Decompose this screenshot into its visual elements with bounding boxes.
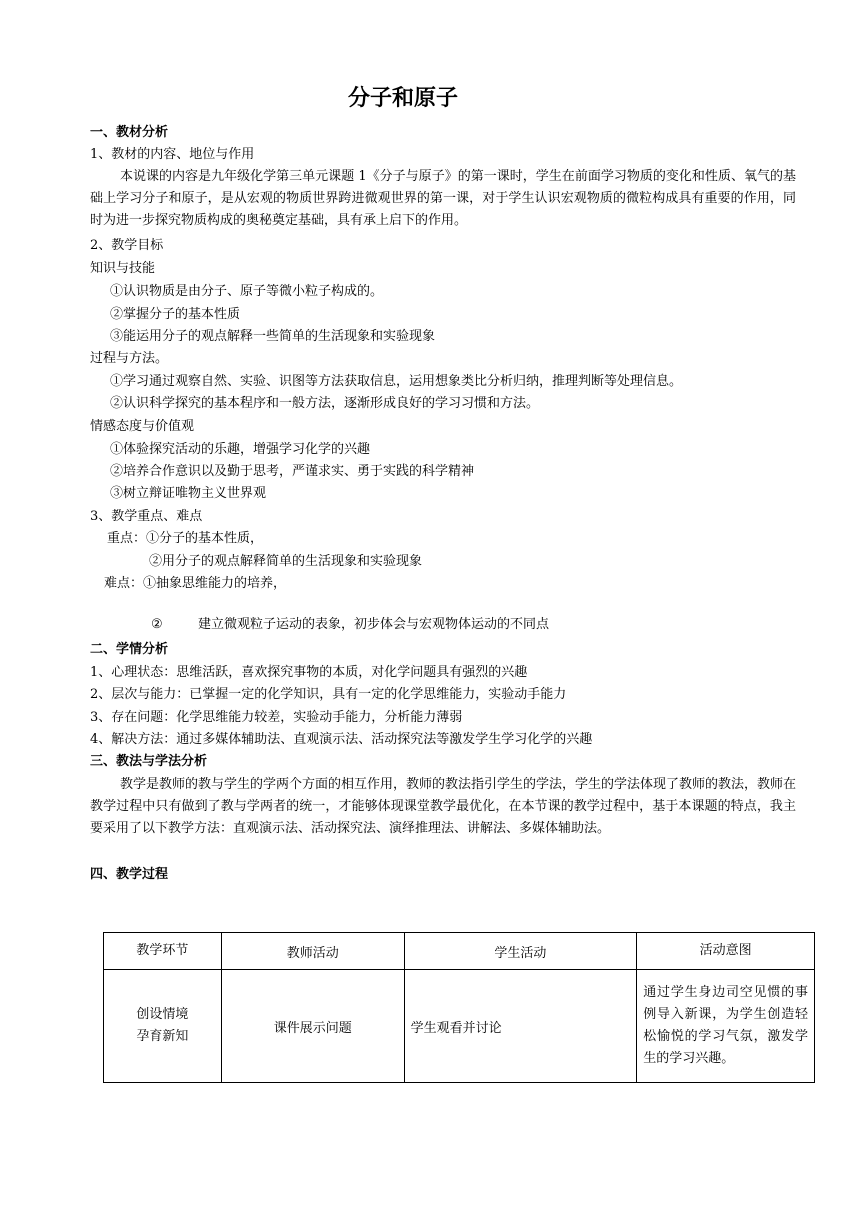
goal-process-title: 过程与方法。 [90,351,169,366]
subheading-1-2: 2、教学目标 [90,238,164,253]
subheading-1-3: 3、教学重点、难点 [90,509,203,524]
paragraph-teaching-methods: 教学是教师的教与学生的学两个方面的相互作用，教师的教法指引学生的学法，学生的学法体现了教师的教法，教师在教学过程中只有做到了教与学两者的统一，才能够体现课堂教学最优化，在本节课的教学过程中，基于本课题的特点，我主要采用了以下教学方法：直观演示法、活动探究法、演绎推理法、讲解法、多媒体辅助法。 [90,777,797,836]
table-header-cell: 教师活动 [221,933,404,970]
student-analysis-1: 1、心理状态：思维活跃，喜欢探究事物的本质，对化学问题具有强烈的兴趣 [90,665,528,680]
goal-knowledge-title: 知识与技能 [90,261,156,276]
goal-knowledge-2: ②掌握分子的基本性质 [110,307,241,322]
stage-line-2: 孕育新知 [136,1029,189,1044]
page-title: 分子和原子 [347,86,458,111]
goal-process-1: ①学习通过观察自然、实验、识图等方法获取信息，运用想象类比分析归纳，推理判断等处理信息。 [110,374,683,389]
goal-knowledge-1: ①认识物质是由分子、原子等微小粒子构成的。 [110,284,384,299]
goal-knowledge-3: ③能运用分子的观点解释一些简单的生活现象和实验现象 [110,329,436,344]
key-point-1: 重点：①分子的基本性质， [107,531,264,546]
key-point-2: ②用分子的观点解释简单的生活现象和实验现象 [149,554,423,569]
difficulty-1: 难点：①抽象思维能力的培养， [104,576,287,591]
table-cell-stage [104,970,222,1083]
difficulty-2-number: ② [151,617,163,632]
table-cell-teacher: 课件展示问题 [221,970,404,1083]
goal-process-2: ②认识科学探究的基本程序和一般方法，逐渐形成良好的学习习惯和方法。 [110,396,540,411]
difficulty-2-text: 建立微观粒子运动的表象，初步体会与宏观物体运动的不同点 [198,617,550,632]
goal-emotion-2: ②培养合作意识以及勤于思考，严谨求实、勇于实践的科学精神 [110,464,475,479]
teaching-process-table [103,932,815,1083]
table-header-row [104,933,815,970]
table-row [104,970,815,1083]
student-analysis-4: 4、解决方法：通过多媒体辅助法、直观演示法、活动探究法等激发学生学习化学的兴趣 [90,732,593,747]
stage-line-1: 创设情境 [136,1007,189,1022]
goal-emotion-1: ①体验探究活动的乐趣，增强学习化学的兴趣 [110,442,371,457]
paragraph-content-position: 本说课的内容是九年级化学第三单元课题 1《分子与原子》的第一课时，学生在前面学习物质的变化和性质、氧气的基础上学习分子和原子，是从宏观的物质世界跨进微观世界的第一课，对于学生认识宏观物质的微粒构成具有重要的作用，同时为进一步探究物质构成的奥秘奠定基础，具有承上启下的作用。 [90,169,796,228]
section-heading-2: 二、学情分析 [90,642,169,657]
section-heading-4: 四、教学过程 [90,867,169,882]
table-header-cell: 活动意图 [637,933,815,970]
table-header-cell: 教学环节 [104,933,222,970]
subheading-1-1: 1、教材的内容、地位与作用 [90,147,255,162]
student-analysis-3: 3、存在问题：化学思维能力较差，实验动手能力，分析能力薄弱 [90,710,463,725]
table-header-cell: 学生活动 [404,933,637,970]
table-cell-student: 学生观看并讨论 [404,970,637,1083]
goal-emotion-title: 情感态度与价值观 [90,419,195,434]
student-analysis-2: 2、层次与能力：已掌握一定的化学知识，具有一定的化学思维能力，实验动手能力 [90,687,567,702]
section-heading-1: 一、教材分析 [90,125,169,140]
section-heading-3: 三、教法与学法分析 [90,754,208,769]
goal-emotion-3: ③树立辩证唯物主义世界观 [110,486,267,501]
table-cell-purpose: 通过学生身边司空见惯的事例导入新课，为学生创造轻松愉悦的学习气氛，激发学生的学习兴趣。 [637,970,815,1083]
